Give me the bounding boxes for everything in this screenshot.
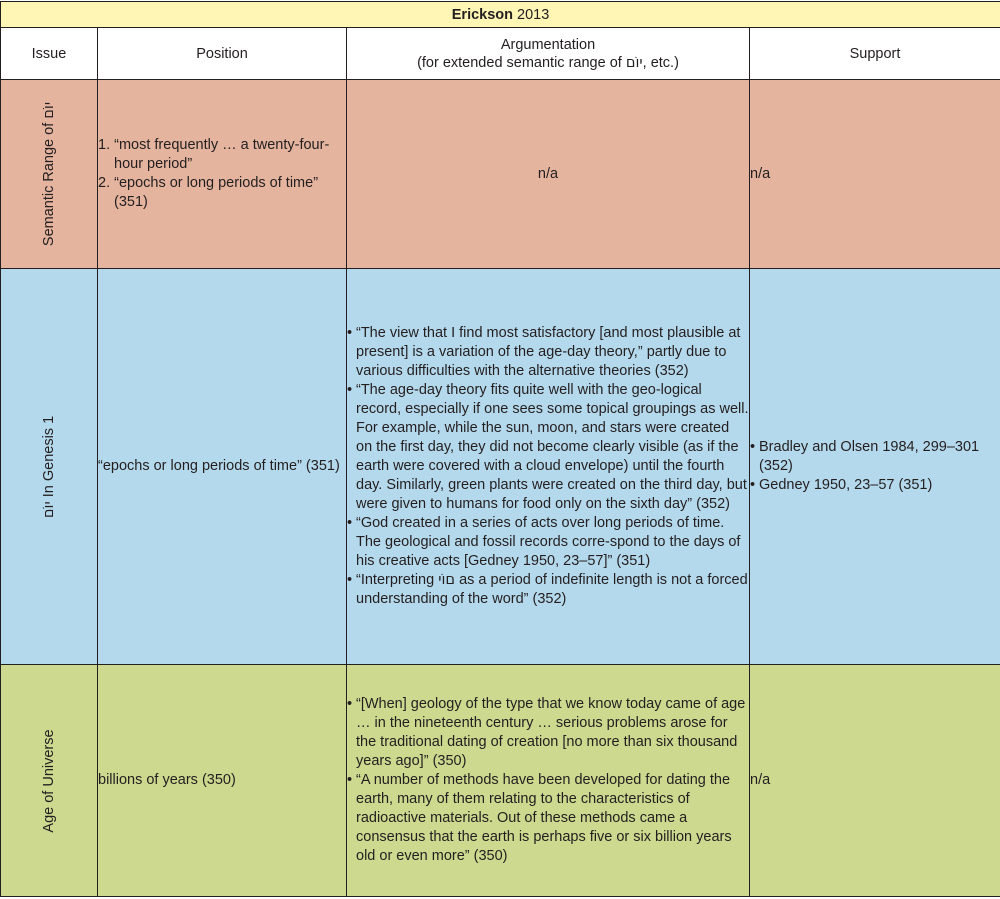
header-issue: Issue	[1, 28, 98, 80]
list-item: • Gedney 1950, 23–57 (351)	[750, 476, 1000, 495]
table-title	[1, 2, 1000, 28]
position-cell-age-of-universe: billions of years (350)	[98, 665, 347, 897]
argumentation-cell-age-of-universe	[347, 665, 750, 897]
list-item: • “God created in a series of acts over long periods of time. The geological and fossil records corre-spond to the days of his creative acts [Gedney 1950, 23–57]” (351)	[347, 514, 749, 571]
argumentation-cell-yom-in-genesis	[347, 269, 750, 665]
header-row	[1, 28, 1000, 80]
issue-label-yom-in-genesis: יוֹם In Genesis 1	[41, 415, 57, 518]
title-author: Erickson	[451, 6, 513, 23]
list-item: • “A number of methods have been developed for dating the earth, many of them relating to the characteristics of radioactive materials. Out of these methods came a consensus that the earth is perhaps five or six billion years old or even more” (350)	[347, 771, 749, 866]
list-item: • “The age-day theory fits quite well with the geo-logical record, especially if one sees some topical groupings as well. For example, while the sun, moon, and stars were created on the first day, they did not become clearly visible (as if the earth were covered with a cloud envelope) until the fourth day. Similarly, green plants were created on the third day, but were given to humans for food only on the sixth day” (352)	[347, 381, 749, 514]
position-cell-semantic-range	[98, 80, 347, 269]
issue-label-age-of-universe: Age of Universe	[41, 729, 57, 833]
list-item: • “The view that I find most satisfactory [and most plausible at present] is a variation of the age-day theory,” partly due to various difficulties with the alternative theories (352)	[347, 324, 749, 381]
table-row-age-of-universe	[1, 665, 1000, 897]
support-cell-age-of-universe: n/a	[750, 665, 1000, 897]
list-item: • “[When] geology of the type that we know today came of age … in the nineteenth century … serious problems arose for the traditional dating of creation [no more than six thousand years ago]” (350)	[347, 695, 749, 771]
issue-label-semantic-range: Semantic Range of יוֹם	[41, 102, 57, 247]
header-position: Position	[98, 28, 347, 80]
argumentation-list	[347, 324, 749, 609]
list-item: 1. “most frequently … a twenty-four-hour period”	[98, 137, 330, 173]
title-year: 2013	[517, 6, 550, 23]
header-argumentation-title: Argumentation	[500, 36, 596, 53]
support-cell-yom-in-genesis	[750, 269, 1000, 665]
issue-cell-age-of-universe	[1, 665, 98, 897]
list-item: • Bradley and Olsen 1984, 299–301 (352)	[750, 438, 1000, 476]
support-list	[750, 438, 1000, 495]
comparison-table	[0, 1, 1000, 897]
support-cell-semantic-range: n/a	[750, 80, 1000, 269]
issue-cell-yom-in-genesis	[1, 269, 98, 665]
header-argumentation	[347, 28, 750, 80]
table-row-yom-in-genesis	[1, 269, 1000, 665]
table-row-semantic-range	[1, 80, 1000, 269]
hebrew-yom-word: יוֹם	[625, 54, 643, 71]
argumentation-list	[347, 695, 749, 866]
list-item: 2. “epochs or long periods of time” (351)	[98, 175, 319, 211]
header-argumentation-sub: (for extended semantic range of יוֹם, etc.)	[417, 54, 679, 71]
issue-cell-semantic-range	[1, 80, 98, 269]
title-row	[1, 2, 1000, 28]
header-support: Support	[750, 28, 1000, 80]
list-item: • “Interpreting םוֹי as a period of indefinite length is not a forced understanding of the word” (352)	[347, 571, 749, 609]
position-cell-yom-in-genesis: “epochs or long periods of time” (351)	[98, 269, 347, 665]
argumentation-cell-semantic-range: n/a	[347, 80, 750, 269]
position-list	[98, 136, 346, 212]
